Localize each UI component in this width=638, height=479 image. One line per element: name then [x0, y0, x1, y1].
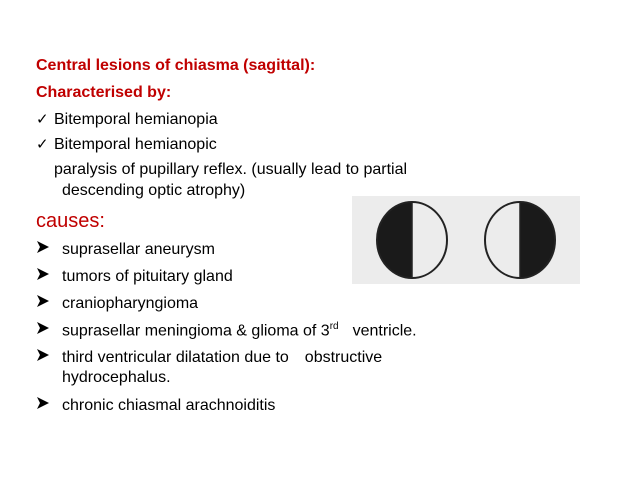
paragraph-line-2: descending optic atrophy) [62, 182, 246, 199]
cause-item-5-continued: hydrocephalus. [62, 369, 171, 386]
check-mark-icon: ✓ [36, 111, 49, 128]
check-item-label: Bitemporal hemianopic [54, 136, 217, 153]
arrow-bullet-icon [36, 294, 62, 313]
causes-title: causes: [36, 210, 105, 232]
cause-item-label: chronic chiasmal arachnoiditis [62, 397, 276, 414]
check-mark-icon: ✓ [36, 136, 49, 153]
paragraph-line-1: paralysis of pupillary reflex. (usually lead to partial [54, 161, 408, 178]
check-item-1 [36, 110, 218, 129]
arrow-bullet-icon [36, 321, 62, 340]
cause-item-label: suprasellar meningioma & glioma of 3 [62, 322, 330, 340]
arrow-bullet-icon [36, 396, 62, 415]
cause-item-6 [36, 396, 275, 415]
cause-item-label: craniopharyngioma [62, 295, 199, 312]
cause-item-label-end: obstructive [304, 349, 383, 366]
cause-item-label: third ventricular dilatation due to [62, 349, 289, 366]
visual-field-figure [352, 196, 580, 284]
cause-item-label: suprasellar aneurysm [62, 241, 215, 258]
arrow-bullet-icon [36, 240, 62, 259]
check-item-2 [36, 135, 217, 154]
left-eye-field [377, 202, 447, 278]
visual-field-diagram [352, 196, 580, 284]
arrow-bullet-icon [36, 348, 62, 367]
cause-item-3 [36, 294, 198, 313]
cause-item-label: tumors of pituitary gland [62, 268, 233, 285]
heading-characterised-by: Characterised by: [36, 84, 172, 101]
cause-item-1 [36, 240, 215, 259]
arrow-bullet-icon [36, 267, 62, 286]
cause-item-label-end: ventricle. [352, 322, 417, 340]
cause-item-2 [36, 267, 233, 286]
cause-item-4 [36, 321, 417, 340]
cause-item-5 [36, 348, 382, 367]
heading-central-lesions: Central lesions of chiasma (sagittal): [36, 57, 316, 74]
right-eye-field [485, 202, 555, 278]
check-item-label: Bitemporal hemianopia [54, 111, 218, 128]
superscript-rd: rd [329, 321, 339, 332]
